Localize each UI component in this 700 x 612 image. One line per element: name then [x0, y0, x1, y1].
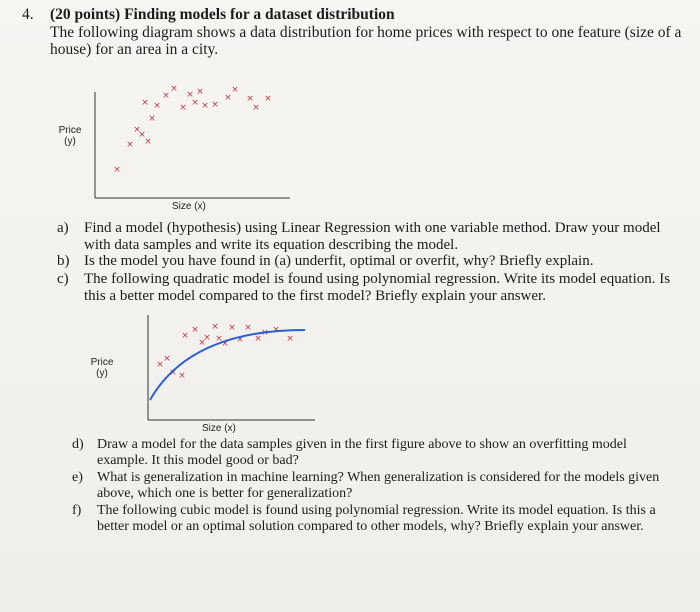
data-point-marker: ×: [203, 333, 211, 343]
data-point-marker: ×: [244, 323, 252, 333]
data-point-marker: ×: [148, 114, 156, 124]
y-axis-label-2: [87, 357, 117, 379]
x-axis-label-1: Size (x): [172, 201, 206, 212]
question-number: 4.: [22, 6, 34, 23]
data-point-marker: ×: [153, 101, 161, 111]
data-point-marker: ×: [264, 94, 272, 104]
data-point-marker: ×: [144, 137, 152, 147]
y-axis-label-line2: (y): [96, 368, 108, 379]
data-point-marker: ×: [211, 322, 219, 332]
data-point-marker: ×: [224, 93, 232, 103]
data-point-marker: ×: [138, 130, 146, 140]
data-point-marker: ×: [163, 354, 171, 364]
data-point-marker: ×: [113, 165, 121, 175]
data-point-marker: ×: [126, 140, 134, 150]
data-point-marker: ×: [215, 334, 223, 344]
data-point-marker: ×: [181, 331, 189, 341]
data-point-marker: ×: [191, 98, 199, 108]
data-point-marker: ×: [221, 339, 229, 349]
data-point-marker: ×: [261, 328, 269, 338]
part-c-label: c): [57, 271, 69, 287]
data-point-marker: ×: [179, 103, 187, 113]
scatter-plot-1-svg: [40, 80, 300, 220]
question-heading: [22, 6, 395, 24]
part-b-label: b): [57, 253, 70, 269]
part-e-text: What is generalization in machine learning? When generalization is considered for the models given above, which one is better for generalization?: [97, 470, 660, 501]
part-a-text: Find a model (hypothesis) using Linear Regression with one variable method. Draw your model with data samples and write its equation describing the model.: [84, 220, 661, 253]
data-point-marker: ×: [191, 325, 199, 335]
part-d-text: Draw a model for the data samples given in the first figure above to show an overfitting model example. It this model good or bad?: [97, 437, 627, 468]
part-d-label: d): [72, 437, 84, 452]
y-axis-label-line2: (y): [64, 136, 76, 147]
data-point-marker: ×: [286, 334, 294, 344]
scatter-plot-2: [80, 305, 320, 435]
data-point-marker: ×: [201, 101, 209, 111]
data-point-marker: ×: [133, 125, 141, 135]
data-point-marker: ×: [196, 87, 204, 97]
part-c-text: The following quadratic model is found using polynomial regression. Write its model equation. Is this a better model compared to the first model? Briefly explain your answer.: [84, 271, 671, 304]
part-f-label: f): [72, 503, 82, 518]
y-axis-label-line1: Price: [90, 357, 114, 368]
scatter-plot-1: [40, 80, 300, 220]
y-axis-label-1: [55, 125, 85, 147]
data-point-marker: ×: [228, 323, 236, 333]
data-point-marker: ×: [252, 103, 260, 113]
question-title: (20 points) Finding models for a dataset distribution: [50, 6, 395, 23]
data-point-marker: ×: [141, 98, 149, 108]
data-point-marker: ×: [186, 90, 194, 100]
data-point-marker: ×: [169, 368, 177, 378]
quadratic-curve: [150, 330, 305, 400]
data-point-marker: ×: [198, 338, 206, 348]
y-axis-label-line1: Price: [58, 125, 82, 136]
data-point-marker: ×: [272, 325, 280, 335]
part-e-label: e): [72, 470, 83, 485]
question-intro: The following diagram shows a data distribution for home prices with respect to one feature (size of a house) for an area in a city.: [50, 24, 682, 58]
data-point-marker: ×: [170, 84, 178, 94]
x-axis-label-2: Size (x): [202, 423, 236, 434]
data-point-marker: ×: [246, 94, 254, 104]
part-b-text: Is the model you have found in (a) underfit, optimal or overfit, why? Briefly explain.: [84, 253, 594, 269]
data-point-marker: ×: [254, 334, 262, 344]
data-point-marker: ×: [236, 335, 244, 345]
data-point-marker: ×: [231, 85, 239, 95]
data-point-marker: ×: [211, 100, 219, 110]
part-a-label: a): [57, 220, 69, 236]
part-f-text: The following cubic model is found using polynomial regression. Write its model equation. Is this a better model or an optimal solution compared to other models, why? Briefly explain your answer.: [97, 503, 656, 534]
data-point-marker: ×: [162, 91, 170, 101]
data-point-marker: ×: [178, 371, 186, 381]
data-point-marker: ×: [156, 360, 164, 370]
